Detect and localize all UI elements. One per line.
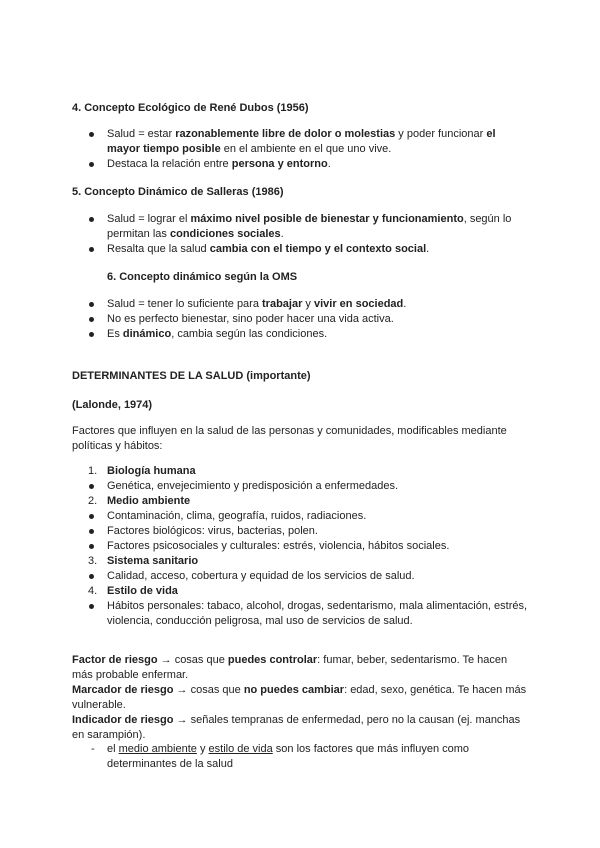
bullet-icon	[89, 332, 94, 337]
list-item: Factores psicosociales y culturales: estrés, violencia, hábitos sociales.	[72, 539, 528, 554]
determinantes-intro: Factores que influyen en la salud de las personas y comunidades, modificables mediante políticas y hábitos:	[72, 425, 507, 452]
section-6-heading: 6. Concepto dinámico según la OMS	[107, 271, 298, 283]
marcador-de-riesgo-paragraph: Marcador de riesgo → cosas que no puedes cambiar: edad, sexo, genética. Te hacen más vulnerable.	[72, 684, 527, 711]
dash-bullet: -	[91, 743, 95, 755]
list-item: 1. Biología humana	[88, 465, 196, 477]
bullet-icon	[89, 529, 94, 534]
bullet-icon	[89, 302, 94, 307]
list-item: 3. Sistema sanitario	[88, 555, 199, 567]
section-4-heading: 4. Concepto Ecológico de René Dubos (1956)	[72, 102, 309, 114]
list-item: Salud = estar razonablemente libre de dolor o molestias y poder funcionar el mayor tiempo posible en el ambiente en el que uno vive.	[72, 127, 528, 157]
bullet-icon	[89, 574, 94, 579]
determinantes-list	[72, 464, 528, 629]
determinantes-heading: DETERMINANTES DE LA SALUD (importante)	[72, 370, 311, 382]
list-item: Contaminación, clima, geografía, ruidos, radiaciones.	[72, 509, 528, 524]
list-item: Salud = tener lo suficiente para trabajar y vivir en sociedad.	[72, 297, 528, 312]
list-item: Destaca la relación entre persona y entorno.	[72, 157, 528, 172]
bullet-icon	[89, 317, 94, 322]
section-5-heading: 5. Concepto Dinámico de Salleras (1986)	[72, 186, 284, 198]
section-5-list	[72, 212, 528, 257]
list-item: Factores biológicos: virus, bacterias, polen.	[72, 524, 528, 539]
factor-de-riesgo-paragraph: Factor de riesgo → cosas que puedes controlar: fumar, beber, sedentarismo. Te hacen más probable enfermar.	[72, 654, 508, 681]
bullet-icon	[89, 162, 94, 167]
list-item: 2. Medio ambiente	[88, 495, 191, 507]
list-item: 4. Estilo de vida	[88, 585, 178, 597]
list-item: Genética, envejecimiento y predisposición a enfermedades.	[72, 479, 528, 494]
indicador-de-riesgo-paragraph: Indicador de riesgo → señales tempranas de enfermedad, pero no la causan (ej. manchas en sarampión).	[72, 714, 521, 741]
bullet-icon	[89, 544, 94, 549]
list-item: Hábitos personales: tabaco, alcohol, drogas, sedentarismo, mala alimentación, estrés, violencia, conducción peligrosa, mal uso de servicios de salud.	[72, 599, 528, 629]
list-item: Calidad, acceso, cobertura y equidad de los servicios de salud.	[72, 569, 528, 584]
bullet-icon	[89, 604, 94, 609]
bullet-icon	[89, 484, 94, 489]
list-item: Es dinámico, cambia según las condiciones.	[72, 327, 528, 342]
bullet-icon	[89, 132, 94, 137]
bullet-icon	[89, 514, 94, 519]
section-4-list	[72, 127, 528, 172]
bullet-icon	[89, 217, 94, 222]
determinantes-note-list	[72, 742, 528, 772]
list-item: No es perfecto bienestar, sino poder hacer una vida activa.	[72, 312, 528, 327]
bullet-icon	[89, 247, 94, 252]
list-item: Salud = lograr el máximo nivel posible de bienestar y funcionamiento, según lo permitan las condiciones sociales.	[72, 212, 528, 242]
determinantes-subheading: (Lalonde, 1974)	[72, 399, 153, 411]
section-6-list	[72, 297, 528, 342]
list-item: Resalta que la salud cambia con el tiempo y el contexto social.	[72, 242, 528, 257]
list-item: - el medio ambiente y estilo de vida son los factores que más influyen como determinantes de la salud	[91, 743, 470, 770]
